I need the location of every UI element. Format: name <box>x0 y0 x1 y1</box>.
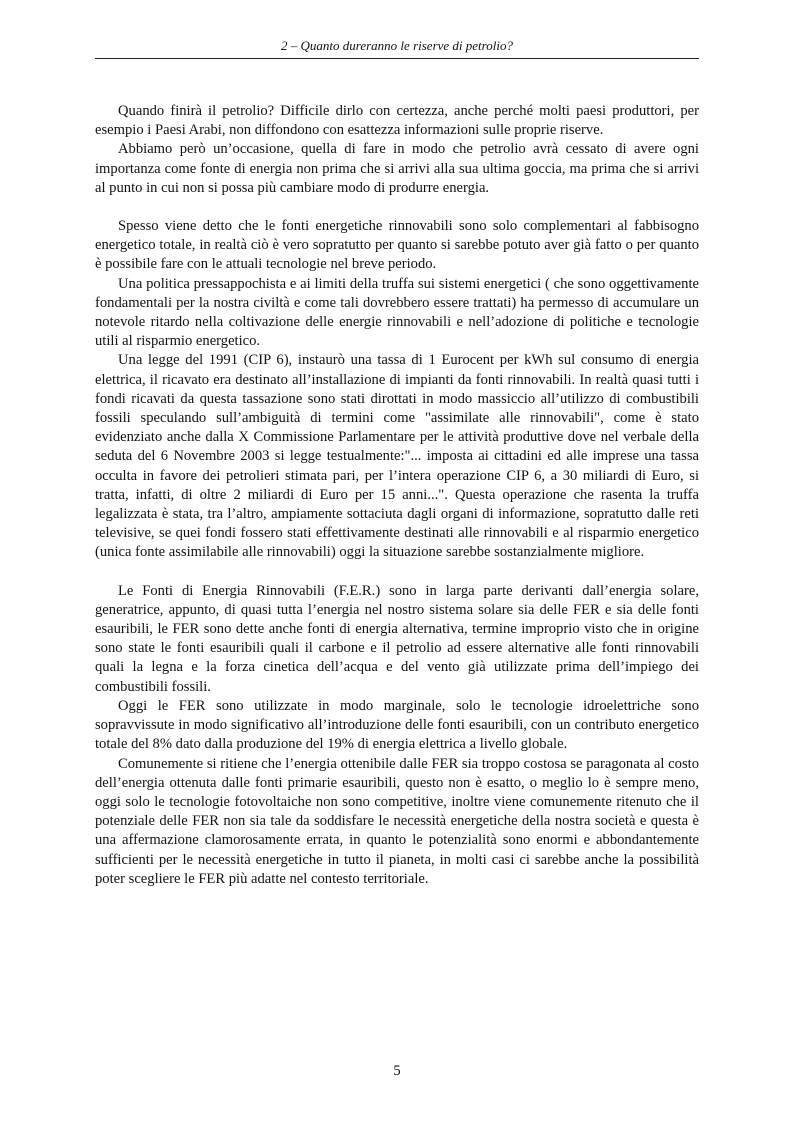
paragraph: Le Fonti di Energia Rinnovabili (F.E.R.) sono in larga parte derivanti dall’energia solare, generatrice, appunto, di quasi tutta l’energia nel nostro sistema solare sia delle FER e sia delle fonti esauribili, le FER sono dette anche fonti di energia alternativa, termine improprio visto che in origine sono state le fonti esauribili quali il carbone e il petrolio ad essere alternative alle fonti rinnovabili quali la legna e la forza cinetica dell’acqua e del vento già utilizzate prima dell’impiego dei combustibili fossili. <box>95 582 699 695</box>
paragraph: Oggi le FER sono utilizzate in modo marginale, solo le tecnologie idroelettriche sono sopravvissute in modo significativo all’introduzione delle fonti esauribili, con un contributo energetico totale del 8% dato dalla produzione del 19% di energia elettrica a livello globale. <box>95 697 699 753</box>
header-rule <box>95 58 699 59</box>
paragraph: Quando finirà il petrolio? Difficile dirlo con certezza, anche perché molti paesi produttori, per esempio i Paesi Arabi, non diffondono con esattezza informazioni sulle proprie riserve. <box>95 103 699 139</box>
paragraph: Comunemente si ritiene che l’energia ottenibile dalle FER sia troppo costosa se paragonata al costo dell’energia ottenuta dalle fonti primarie esauribili, questo non è esatto, o meglio lo è sempre meno, oggi solo le tecnologie fotovoltaiche non sono competitive, inoltre viene comunemente ritenuto che il potenziale delle FER non sia tale da soddisfare le necessità energetiche della nostra società e questa è una affermazione clamorosamente errata, in quanto le potenzialità sono enormi e abbondantemente sufficienti per le necessità energetiche in tutto il pianeta, in molti casi ci sarebbe anche la possibilità poter scegliere le FER più adatte nel contesto territoriale. <box>95 755 699 887</box>
paragraph: Una politica pressappochista e ai limiti della truffa sui sistemi energetici ( che sono oggettivamente fondamentali per la nostra civiltà e come tali dovrebbero essere trattati) ha permesso di accumulare un notevole ritardo nella coltivazione delle energie rinnovabili e nell’adozione di politiche e tecnologie utili al risparmio energetico. <box>95 275 699 350</box>
paragraph: Una legge del 1991 (CIP 6), instaurò una tassa di 1 Eurocent per kWh sul consumo di energia elettrica, il ricavato era destinato all’installazione di impianti da fonti rinnovabili. In realtà quasi tutti i fondi ricavati da questa tassazione sono stati dirottati in modo massiccio all’utilizzo di combustibili fossili speculando sull’ambiguità di termini come "assimilate alle rinnovabili", come è stato evidenziato anche dalla X Commissione Parlamentare per le attività produttive dove nel verbale della seduta del 6 Novembre 2003 si legge testualmente:"... imposta ai cittadini ed alle imprese una tassa occulta in favore dei petrolieri stimata pari, per l’intera operazione CIP 6, a 30 miliardi di Euro, si tratta, infatti, di oltre 2 miliardi di Euro per 15 anni...". Questa operazione che rasenta la truffa legalizzata è stata, tra l’altro, ampiamente sottaciuta dagli organi di informazione, sopratutto dalle reti televisive, se quei fondi fossero stati effettivamente destinati alle rinnovabili e al risparmio energetico (unica fonte assimilabile alle rinnovabili) oggi la situazione sarebbe sostanzialmente migliore. <box>95 352 699 561</box>
page-number: 5 <box>393 1063 401 1079</box>
running-header: 2 – Quanto dureranno le riserve di petrolio? <box>281 38 513 53</box>
paragraph: Spesso viene detto che le fonti energetiche rinnovabili sono solo complementari al fabbisogno energetico totale, in realtà ciò è vero sopratutto per quanto si sarebbe potuto aver già fatto o per quanto è possibile fare con le attuali tecnologie nel breve periodo. <box>95 218 699 273</box>
paragraph: Abbiamo però un’occasione, quella di fare in modo che petrolio avrà cessato di avere ogni importanza come fonte di energia non prima che si arrivi alla sua ultima goccia, ma prima che si arrivi al punto in cui non si possa più cambiare modo di produrre energia. <box>95 141 699 196</box>
body-text <box>95 102 699 889</box>
